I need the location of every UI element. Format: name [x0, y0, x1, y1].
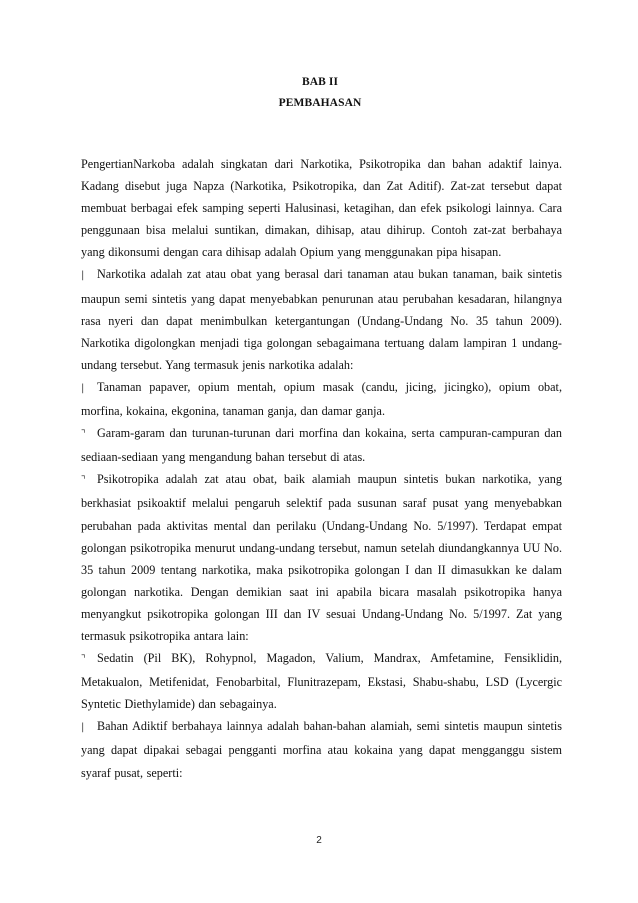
narkotika-text: Narkotika adalah zat atau obat yang berasal dari tanaman atau bukan tanaman, baik sintetis maupun semi sintetis yang dapat menyebabkan penurunan atau perubahan kesadaran, hilangnya rasa nyeri dan dapat menimbulkan ketergantungan (Undang-Undang No. 35 tahun 2009). Narkotika digolongkan menjadi tiga golongan sebagaimana tertuang dalam lampiran 1 undang-undang tersebut. Yang termasuk jenis narkotika adalah: — [81, 267, 562, 372]
chapter-heading: BAB II — [301, 76, 339, 88]
bullet-marker: | — [81, 270, 85, 282]
bahan-adiktif-text: Bahan Adiktif berbahaya lainnya adalah bahan-bahan alamiah, semi sintetis maupun sintetis yang dapat dipakai sebagai pengganti morfina atau kokaina yang dapat mengganggu sistem syaraf pusat, seperti: — [81, 719, 562, 780]
bullet-marker: ⌝ — [81, 429, 86, 441]
page-number: 2 — [316, 835, 322, 846]
document-body — [81, 153, 562, 784]
psikotropika-paragraph — [81, 468, 562, 647]
tanaman-text: Tanaman papaver, opium mentah, opium masak (candu, jicing, jicingko), opium obat, morfina, kokaina, ekgonina, tanaman ganja, dan damar ganja. — [81, 379, 562, 419]
section-title: PEMBAHASAN — [278, 97, 362, 109]
intro-paragraph: PengertianNarkoba adalah singkatan dari Narkotika, Psikotropika dan bahan adaktif lainya. Kadang disebut juga Napza (Narkotika, Psikotropika, dan Zat Aditif). Zat-zat tersebut dapat membuat berbagai efek samping seperti Halusinasi, ketagihan, dan efek psikologi lainnya. Cara penggunaan bisa melalui suntikan, dimakan, dihisap, atau dihirup. Contoh zat-zat berbahaya yang dikonsumi dengan cara dihisap adalah Opium yang menggunakan pipa hisapan. — [81, 157, 562, 260]
sedatin-text: Sedatin (Pil BK), Rohypnol, Magadon, Valium, Mandrax, Amfetamine, Fensiklidin, Metakualon, Metifenidat, Fenobarbital, Flunitrazepam, Ekstasi, Shabu-shabu, LSD (Lycergic Syntetic Diethylamide) dan sebagainya. — [81, 651, 562, 712]
narkotika-paragraph — [81, 263, 562, 375]
sedatin-paragraph — [81, 647, 562, 715]
bullet-marker: ⌝ — [81, 475, 86, 487]
bahan-adiktif-paragraph — [81, 715, 562, 783]
garam-text: Garam-garam dan turunan-turunan dari morfina dan kokaina, serta campuran-campuran dan sediaan-sediaan yang mengandung bahan tersebut di atas. — [81, 426, 562, 465]
psikotropika-text: Psikotropika adalah zat atau obat, baik alamiah maupun sintetis bukan narkotika, yang berkhasiat psikoaktif melalui pengaruh selektif pada susunan saraf pusat yang menyebabkan perubahan pada aktivitas mental dan perilaku (Undang-Undang No. 5/1997). Terdapat empat golongan psikotropika menurut undang-undang tersebut, namun setelah diundangkannya UU No. 35 tahun 2009 tentang narkotika, maka psikotropika golongan I dan II dimasukkan ke dalam golongan narkotika. Dengan demikian saat ini apabila bicara masalah psikotropika hanya menyangkut psikotropika golongan III dan IV sesuai Undang-Undang No. 5/1997. Zat yang termasuk psikotropika antara lain: — [81, 472, 562, 643]
tanaman-paragraph — [81, 376, 562, 422]
bullet-marker: | — [81, 382, 85, 394]
bullet-marker: | — [81, 722, 85, 734]
garam-paragraph — [81, 422, 562, 468]
bullet-marker: ⌝ — [81, 654, 86, 666]
